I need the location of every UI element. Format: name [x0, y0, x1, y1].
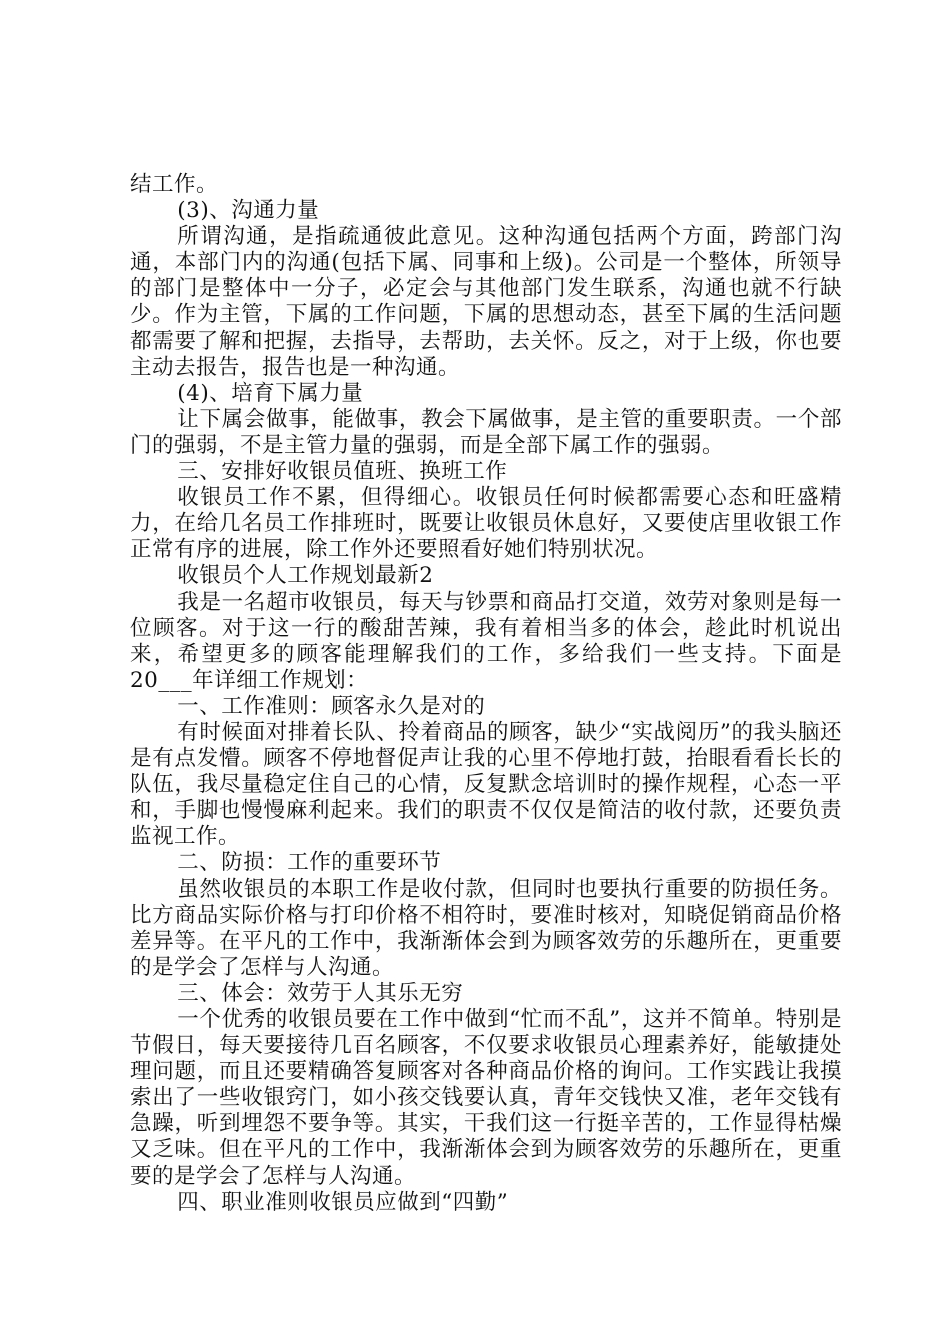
paragraph-communication: 所谓沟通，是指疏通彼此意见。这种沟通包括两个方面，跨部门沟通，本部门内的沟通(包括下属、同事和上级)。公司是一个整体，所领导的部门是整体中一分子，必定会与其他部门发生联系，沟通也就不行缺少。作为主管，下属的工作问题，下属的思想动态，甚至下属的生活问题都需要了解和把握，去指导，去帮助，去关怀。反之，对于上级，你也要主动去报告，报告也是一种沟通。 [130, 224, 842, 380]
paragraph-training: 让下属会做事，能做事，教会下属做事，是主管的重要职责。一个部门的强弱，不是主管力量的强弱，而是全部下属工作的强弱。 [130, 406, 842, 458]
article-title-2: 收银员个人工作规划最新2 [177, 563, 434, 589]
paragraph-principle: 有时候面对排着长队、拎着商品的顾客，缺少“实战阅历”的我头脑还是有点发懵。顾客不停地督促声让我的心里不停地打鼓，抬眼看看长长的队伍，我尽量稳定住自己的心情，反复默念培训时的操作规程，心态一平和，手脚也慢慢麻利起来。我们的职责不仅仅是简洁的收付款，还要负责监视工作。 [130, 719, 842, 850]
paragraph-shifts: 收银员工作不累，但得细心。收银员任何时候都需要心态和旺盛精力，在给几名员工作排班时，既要让收银员休息好，又要使店里收银工作正常有序的进展，除工作外还要照看好她们特别状况。 [130, 485, 842, 563]
paragraph-continuation: 结工作。 [130, 172, 219, 197]
section-heading-shifts: 三、安排好收银员值班、换班工作 [177, 459, 508, 485]
paragraph-loss-prevention: 虽然收银员的本职工作是收付款，但同时也要执行重要的防损任务。比方商品实际价格与打印价格不相符时，要准时核对，知晓促销商品价格差异等。在平凡的工作中，我渐渐体会到为顾客效劳的乐趣所在，更重要的是学会了怎样与人沟通。 [130, 876, 842, 980]
section-heading-training: (4)、培育下属力量 [177, 380, 364, 406]
section-heading-communication: (3)、沟通力量 [177, 198, 320, 224]
section-heading-four-diligences: 四、职业准则收银员应做到“四勤” [177, 1189, 509, 1215]
section-heading-experience: 三、体会：效劳于人其乐无穷 [177, 980, 464, 1006]
section-heading-loss-prevention: 二、防损：工作的重要环节 [177, 850, 442, 876]
section-heading-principle: 一、工作准则：顾客永久是对的 [177, 693, 486, 719]
document-body [130, 172, 842, 1216]
paragraph-experience: 一个优秀的收银员要在工作中做到“忙而不乱”，这并不简单。特别是节假日，每天要接待几百名顾客，不仅要求收银员心理素养好，能敏捷处理问题，而且还要精确答复顾客对各种商品价格的询问。工作实践让我摸索出了一些收银窍门，如小孩交钱要认真，青年交钱快又准，老年交钱有急躁，听到埋怨不要争等。其实，干我们这一行挺辛苦的，工作显得枯燥又乏味。但在平凡的工作中，我渐渐体会到为顾客效劳的乐趣所在，更重要的是学会了怎样与人沟通。 [130, 1007, 842, 1189]
paragraph-intro: 我是一名超市收银员，每天与钞票和商品打交道，效劳对象则是每一位顾客。对于这一行的酸甜苦辣，我有着相当多的体会，趁此时机说出来，希望更多的顾客能理解我们的工作，多给我们一些支持。下面是20___年详细工作规划： [130, 589, 842, 693]
